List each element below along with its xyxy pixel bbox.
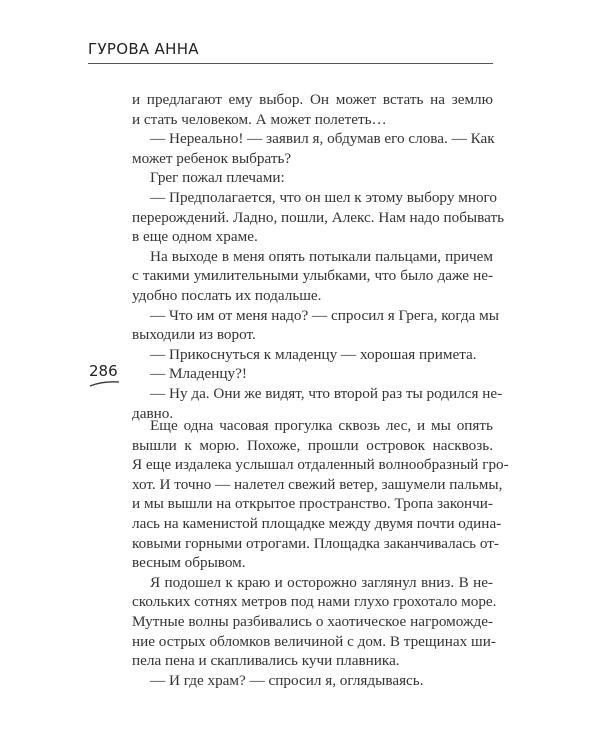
text-line: перерождений. Ладно, пошли, Алекс. Нам надо побывать: [132, 208, 505, 226]
text-line: давно.: [132, 404, 174, 422]
text-line: и стать человеком. А может полететь…: [132, 110, 387, 128]
text-line: скольких сотнях метров под нами глухо грохотало море.: [132, 593, 497, 611]
text-line: удобно послать их подальше.: [132, 286, 322, 304]
text-line: выходили из ворот.: [132, 326, 256, 344]
text-line: и предлагают ему выбор. Он может встать на землю: [132, 91, 493, 108]
text-line: — Нереально! — заявил я, обдумав его слова. — Как: [150, 130, 495, 148]
text-line: вышли к морю. Похоже, прошли островок насквозь.: [132, 436, 493, 454]
text-section-1: [132, 90, 505, 423]
text-line: хот. И точно — налетел свежий ветер, зашумели пальмы,: [132, 475, 503, 493]
text-line: в еще одном храме.: [132, 228, 258, 246]
text-line: — Младенцу?!: [150, 365, 247, 383]
text-line: лась на каменистой площадке между двумя почти одина-: [132, 514, 502, 532]
text-line: — И где храм? — спросил я, оглядываясь.: [150, 671, 424, 689]
text-line: Мутные волны разбивались о хаотическое нагроможде-: [132, 612, 493, 630]
text-line: с такими умилительными улыбками, что было даже не-: [132, 267, 493, 285]
text-line: пела пена и скапливались кучи плавника.: [132, 652, 400, 670]
text-line: может ребенок выбрать?: [132, 149, 292, 167]
page-number: 286: [89, 362, 118, 380]
running-head-author: ГУРОВА АННА: [88, 40, 199, 58]
text-line: — Ну да. Они же видят, что второй раз ты родился не-: [150, 384, 503, 402]
text-line: — Что им от меня надо? — спросил я Грега, когда мы: [150, 306, 499, 324]
text-line: весным обрывом.: [132, 554, 246, 572]
text-section-2: [132, 416, 509, 690]
text-line: — Прикоснуться к младенцу — хорошая примета.: [150, 345, 477, 363]
text-line: и мы вышли на открытое пространство. Тропа закончи-: [132, 495, 493, 513]
text-line: Я еще издалека услышал отдаленный волнообразный гро-: [132, 456, 509, 474]
text-line: На выходе в меня опять потыкали пальцами, причем: [150, 247, 493, 265]
text-line: ковыми горными отрогами. Площадка заканчивалась от-: [132, 534, 499, 552]
header-rule: [88, 63, 493, 64]
text-line: Грег пожал плечами:: [150, 169, 285, 187]
text-line: Еще одна часовая прогулка сквозь лес, и мы опять: [150, 417, 493, 434]
text-line: ние острых обломков величиной с дом. В трещинах ши-: [132, 632, 496, 650]
page-number-swoosh: [89, 380, 121, 388]
text-line: Я подошел к краю и осторожно заглянул вниз. В не-: [150, 573, 493, 591]
text-line: — Предполагается, что он шел к этому выбору много: [150, 188, 497, 206]
